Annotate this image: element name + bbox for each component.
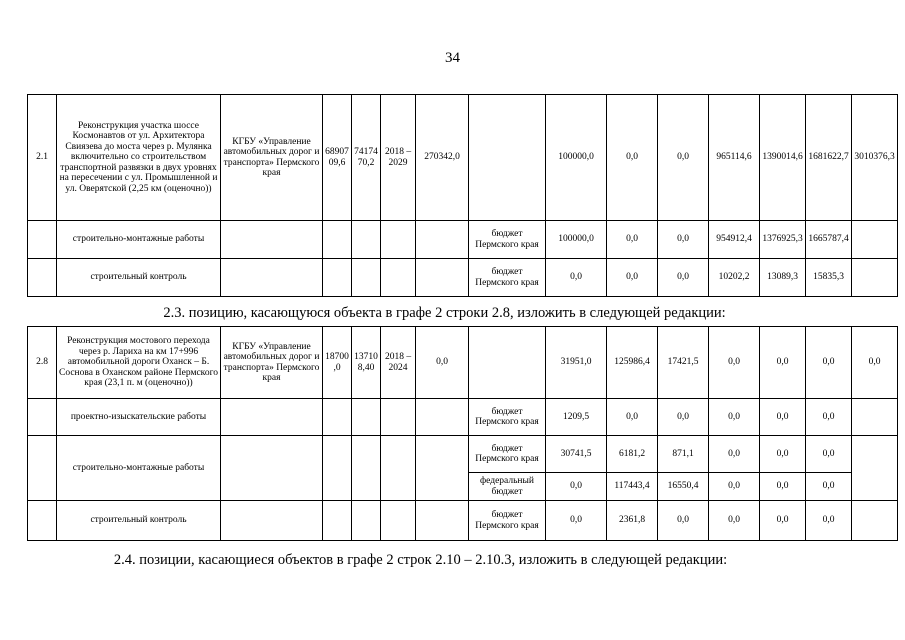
work-type: строительный контроль [57,501,221,541]
value-cell: 0,0 [709,501,760,541]
value-cell [852,399,898,436]
customer-org [221,436,323,501]
value-cell [852,436,898,501]
total-cell: 0,0 [416,327,469,399]
value-cell: 965114,6 [709,95,760,221]
capacity-cell: 18700,0 [323,327,352,399]
capacity-cell [323,436,352,501]
work-type: строительно-монтажные работы [57,436,221,501]
value-cell: 0,0 [658,95,709,221]
value-cell: 0,0 [806,436,852,473]
total-cell [416,221,469,259]
source-cell: бюджет Пермского края [469,399,546,436]
value-cell: 0,0 [546,259,607,297]
table-row [28,259,898,297]
period-cell [381,501,416,541]
instruction-text: 2.3. позицию, касающуюся объекта в графе 2 строки 2.8, изложить в следующей редакции: [163,305,726,321]
total-cell [416,259,469,297]
table-object-2-1 [27,94,898,297]
value-cell: 0,0 [607,221,658,259]
work-type: строительно-монтажные работы [57,221,221,259]
value-cell: 1209,5 [546,399,607,436]
total-cell [416,501,469,541]
capacity-cell: 137108,40 [352,327,381,399]
value-cell: 0,0 [709,327,760,399]
value-cell: 1376925,3 [760,221,806,259]
source-cell: бюджет Пермского края [469,259,546,297]
source-cell [469,327,546,399]
value-cell: 10202,2 [709,259,760,297]
period-cell: 2018 – 2029 [381,95,416,221]
source-cell: бюджет Пермского края [469,436,546,473]
value-cell: 100000,0 [546,95,607,221]
value-cell: 954912,4 [709,221,760,259]
row-number: 2.8 [28,327,57,399]
value-cell: 30741,5 [546,436,607,473]
row-number [28,436,57,501]
capacity-cell [352,259,381,297]
customer-org [221,501,323,541]
value-cell: 100000,0 [546,221,607,259]
capacity-cell [352,399,381,436]
row-number [28,259,57,297]
value-cell: 0,0 [760,436,806,473]
customer-org: КГБУ «Управление автомобильных дорог и транспорта» Пермского края [221,327,323,399]
value-cell: 0,0 [806,399,852,436]
value-cell: 0,0 [607,259,658,297]
value-cell: 0,0 [760,327,806,399]
value-cell: 1665787,4 [806,221,852,259]
table-row [28,95,898,221]
table-row [28,436,898,473]
value-cell: 0,0 [806,473,852,501]
capacity-cell [323,399,352,436]
value-cell: 2361,8 [607,501,658,541]
value-cell: 13089,3 [760,259,806,297]
value-cell: 0,0 [658,399,709,436]
value-cell: 117443,4 [607,473,658,501]
capacity-cell: 6890709,6 [323,95,352,221]
value-cell [852,221,898,259]
period-cell [381,436,416,501]
object-name: Реконструкция участка шоссе Космонавтов от ул. Архитектора Свиязева до моста через р. Мулянка включительно со строительством транспортной развязки в двух уровнях на пересечении с ул. Промышленной и ул. Оверятской (2,25 км (оценочно)) [57,95,221,221]
total-cell [416,436,469,501]
value-cell: 15835,3 [806,259,852,297]
page-number: 34 [445,50,460,66]
value-cell: 0,0 [852,327,898,399]
value-cell: 0,0 [709,436,760,473]
work-type: строительный контроль [57,259,221,297]
table-object-2-8 [27,326,898,541]
value-cell: 0,0 [806,501,852,541]
value-cell: 16550,4 [658,473,709,501]
period-cell [381,259,416,297]
value-cell: 1681622,7 [806,95,852,221]
row-number: 2.1 [28,95,57,221]
value-cell: 0,0 [760,501,806,541]
capacity-cell [352,501,381,541]
capacity-cell [352,436,381,501]
source-cell: федеральный бюджет [469,473,546,501]
value-cell [852,259,898,297]
value-cell: 0,0 [658,221,709,259]
customer-org [221,259,323,297]
value-cell: 0,0 [607,399,658,436]
table-row [28,501,898,541]
capacity-cell [323,221,352,259]
total-cell [416,399,469,436]
table-row [28,221,898,259]
customer-org: КГБУ «Управление автомобильных дорог и транспорта» Пермского края [221,95,323,221]
value-cell: 6181,2 [607,436,658,473]
value-cell: 0,0 [806,327,852,399]
work-type: проектно-изыскательские работы [57,399,221,436]
row-number [28,399,57,436]
capacity-cell [323,259,352,297]
value-cell: 1390014,6 [760,95,806,221]
value-cell: 0,0 [546,473,607,501]
value-cell: 0,0 [546,501,607,541]
capacity-cell [352,221,381,259]
source-cell [469,95,546,221]
period-cell [381,399,416,436]
capacity-cell: 7417470,2 [352,95,381,221]
customer-org [221,221,323,259]
value-cell: 17421,5 [658,327,709,399]
source-cell: бюджет Пермского края [469,501,546,541]
table-row [28,399,898,436]
value-cell: 871,1 [658,436,709,473]
value-cell: 0,0 [709,399,760,436]
period-cell: 2018 – 2024 [381,327,416,399]
value-cell: 0,0 [709,473,760,501]
object-name: Реконструкция мостового перехода через р. Лариха на км 17+996 автомобильной дороги Оханск – Б. Соснова в Оханском районе Пермского края (23,1 п. м (оценочно)) [57,327,221,399]
value-cell: 125986,4 [607,327,658,399]
instruction-text: 2.4. позиции, касающиеся объектов в графе 2 строк 2.10 – 2.10.3, изложить в следующей редакции: [113,552,728,568]
customer-org [221,399,323,436]
value-cell: 0,0 [760,473,806,501]
value-cell: 0,0 [658,501,709,541]
value-cell: 0,0 [760,399,806,436]
value-cell: 0,0 [607,95,658,221]
period-cell [381,221,416,259]
source-cell: бюджет Пермского края [469,221,546,259]
capacity-cell [323,501,352,541]
row-number [28,221,57,259]
value-cell: 31951,0 [546,327,607,399]
value-cell: 0,0 [658,259,709,297]
row-number [28,501,57,541]
value-cell [852,501,898,541]
table-row [28,327,898,399]
value-cell: 3010376,3 [852,95,898,221]
total-cell: 270342,0 [416,95,469,221]
